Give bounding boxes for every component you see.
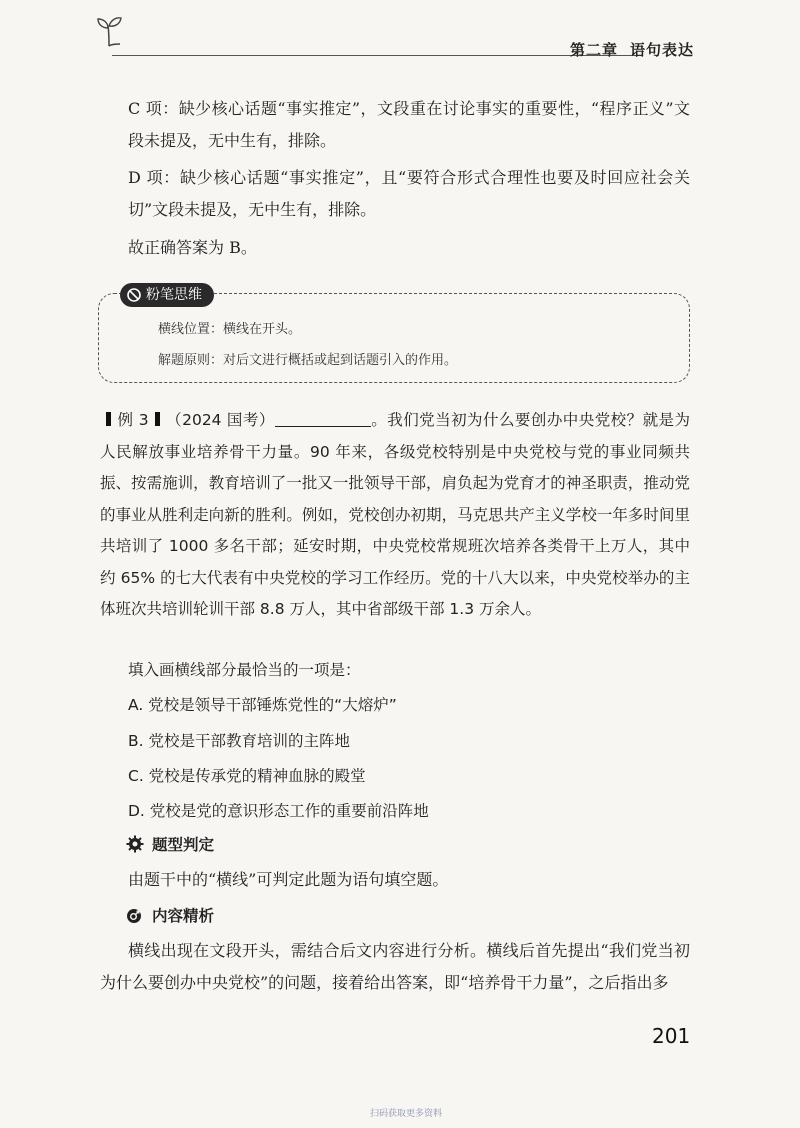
page-header bbox=[94, 14, 698, 59]
paragraph-answer: 故正确答案为 B。 bbox=[128, 238, 257, 257]
paragraph-c-item bbox=[128, 93, 690, 157]
sprout-icon bbox=[94, 14, 124, 48]
type-heading-text: 题型判定 bbox=[152, 836, 215, 854]
gear-icon bbox=[126, 835, 144, 853]
example-body: 。我们党当初为什么要创办中央党校？就是为人民解放事业培养骨干力量。90 年来，各级党校特别是中央党校与党的事业同频共振、按需施训，教育培训了一批又一批领导干部，肩负起为党育才的神圣职责，推动党的事业从胜利走向新的胜利。例如，党校创办初期，马克思共产主义学校一年多时间里共培训了 1000 多名干部；延安时期，中央党校常规班次培养各类骨干上万人，其中约 65% 的七大代表有中央党校的学习工作经历。党的十八大以来，中央党校举办的主体班次共培训轮训干部 8.8 万人，其中省部级干部 1.3 万余人。 bbox=[100, 411, 690, 618]
type-section-text: 由题干中的“横线”可判定此题为语句填空题。 bbox=[128, 870, 449, 889]
footer-watermark: 扫码获取更多资料 bbox=[370, 1109, 443, 1119]
c-item-text: C 项：缺少核心话题“事实推定”，文段重在讨论事实的重要性，“程序正义”文段未提及，无中生有，排除。 bbox=[128, 99, 690, 150]
callout-tag bbox=[120, 283, 214, 307]
paragraph-d-item bbox=[128, 162, 690, 226]
callout-line-2: 解题原则：对后文进行概括或起到话题引入的作用。 bbox=[158, 353, 458, 368]
option-b: B. 党校是干部教育培训的主阵地 bbox=[128, 732, 350, 750]
no-entry-icon bbox=[126, 287, 142, 303]
chapter-title bbox=[558, 39, 694, 60]
option-a: A. 党校是领导干部锤炼党性的“大熔炉” bbox=[128, 696, 397, 714]
type-section-heading bbox=[126, 833, 214, 855]
option-c: C. 党校是传承党的精神血脉的殿堂 bbox=[128, 767, 366, 785]
chapter-number: 第二章 bbox=[569, 41, 618, 59]
example-paragraph bbox=[100, 405, 690, 626]
content-section-heading bbox=[126, 904, 214, 926]
callout-tag-label: 粉笔思维 bbox=[146, 287, 202, 303]
example-label: 例 3 bbox=[117, 411, 149, 429]
gender-symbol-icon bbox=[126, 906, 144, 924]
chapter-name: 语句表达 bbox=[629, 41, 694, 59]
question-prompt: 填入画横线部分最恰当的一项是： bbox=[128, 661, 361, 679]
content-section-text: 横线出现在文段开头，需结合后文内容进行分析。横线后首先提出“我们党当初为什么要创办中央党校”的问题，接着给出答案，即“培养骨干力量”，之后指出多 bbox=[100, 941, 690, 992]
callout-line-1: 横线位置：横线在开头。 bbox=[158, 322, 302, 337]
example-marker-left bbox=[106, 412, 111, 426]
answer-blank bbox=[275, 412, 371, 427]
option-d: D. 党校是党的意识形态工作的重要前沿阵地 bbox=[128, 802, 429, 820]
d-item-text: D 项：缺少核心话题“事实推定”，且“要符合形式合理性也要及时回应社会关切”文段未提及，无中生有，排除。 bbox=[128, 168, 690, 219]
example-source: （2024 国考） bbox=[165, 411, 275, 429]
example-marker-right bbox=[155, 412, 160, 426]
page-number: 201 bbox=[652, 1024, 691, 1048]
content-heading-text: 内容精析 bbox=[152, 907, 215, 925]
